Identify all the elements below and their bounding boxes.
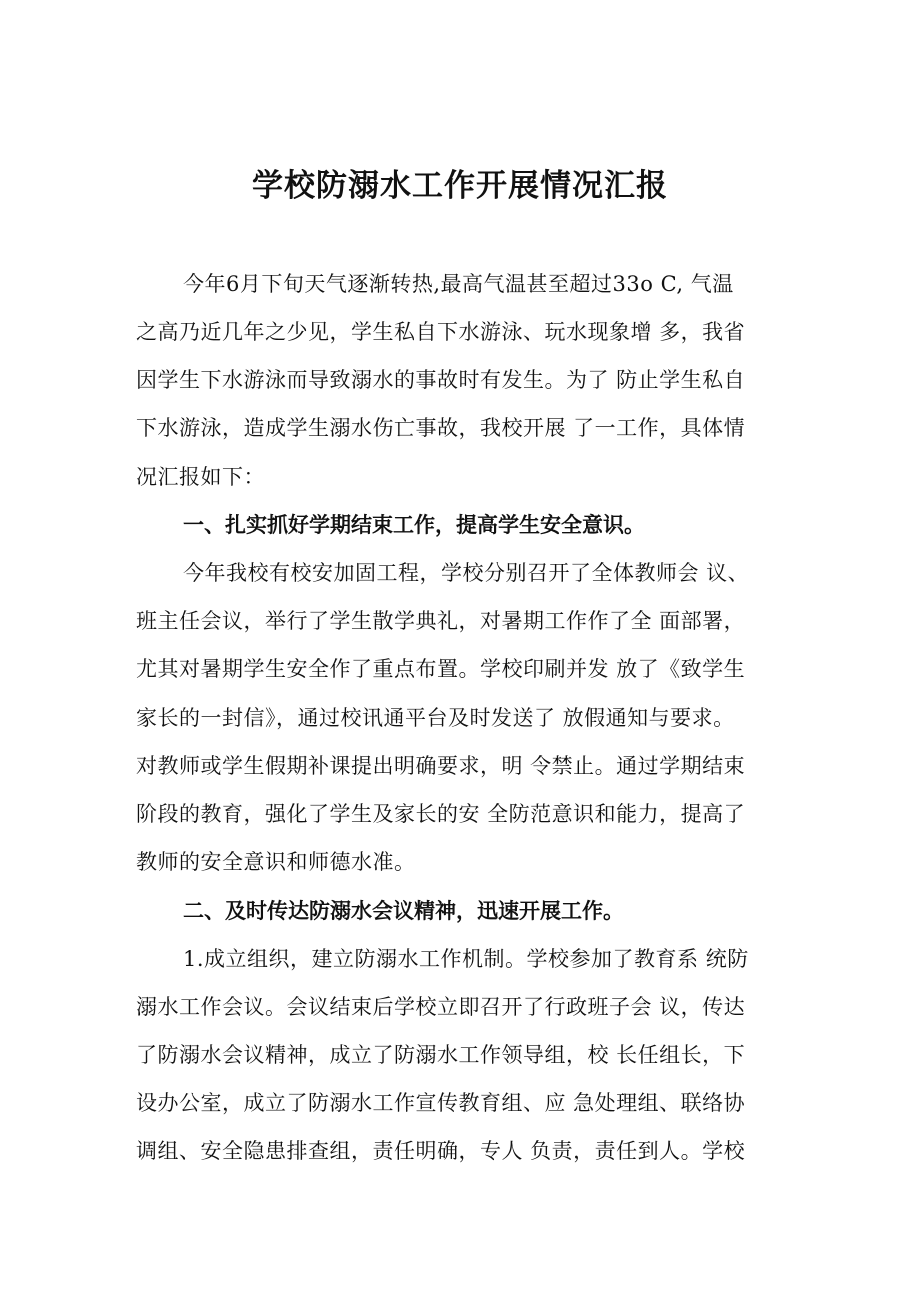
section-2-line-5: 调组、安全隐患排查组，责任明确，专人 负责，责任到人。学校 — [136, 1139, 746, 1163]
section-1-line-5: 对教师或学生假期补课提出明确要求，明 令禁止。通过学期结束 — [136, 754, 746, 778]
intro-line-1: 今年6月下旬天气逐渐转热,最高气温甚至超过33o C, 气温 — [183, 272, 734, 296]
section-1-line-6: 阶段的教育，强化了学生及家长的安 全防范意识和能力，提高了 — [136, 802, 746, 826]
section-2-line-3: 了防溺水会议精神，成立了防溺水工作领导组，校 长任组长，下 — [136, 1043, 746, 1067]
section-2-line-1: 1.成立组织，建立防溺水工作机制。学校参加了教育系 统防 — [183, 947, 749, 971]
section-1-line-1: 今年我校有校安加固工程，学校分别召开了全体教师会 议、 — [183, 561, 750, 585]
section-1-line-2: 班主任会议，举行了学生散学典礼，对暑期工作作了全 面部署， — [136, 609, 746, 633]
section-1-line-7: 教师的安全意识和师德水准。 — [136, 850, 416, 874]
section-1-heading: 一、扎实抓好学期结束工作，提高学生安全意识。 — [183, 513, 645, 537]
intro-line-3: 因学生下水游泳而导致溺水的事故时有发生。为了 防止学生私自 — [136, 368, 746, 392]
section-1-line-3: 尤其对暑期学生安全作了重点布置。学校印刷并发 放了《致学生 — [136, 657, 746, 681]
document-title: 学校防溺水工作开展情况汇报 — [252, 168, 668, 204]
intro-line-2: 之高乃近几年之少见，学生私自下水游泳、玩水现象增 多，我省 — [136, 320, 746, 344]
section-1-line-4: 家长的一封信》，通过校讯通平台及时发送了 放假通知与要求。 — [136, 706, 735, 730]
section-2-heading: 二、及时传达防溺水会议精神，迅速开展工作。 — [183, 899, 624, 923]
intro-line-4: 下水游泳，造成学生溺水伤亡事故，我校开展 了一工作，具体情 — [136, 416, 746, 440]
section-2-line-2: 溺水工作会议。会议结束后学校立即召开了行政班子会 议，传达 — [136, 995, 746, 1019]
intro-line-5: 况汇报如下： — [136, 465, 265, 489]
section-2-line-4: 设办公室，成立了防溺水工作宣传教育组、应 急处理组、联络协 — [136, 1091, 746, 1115]
